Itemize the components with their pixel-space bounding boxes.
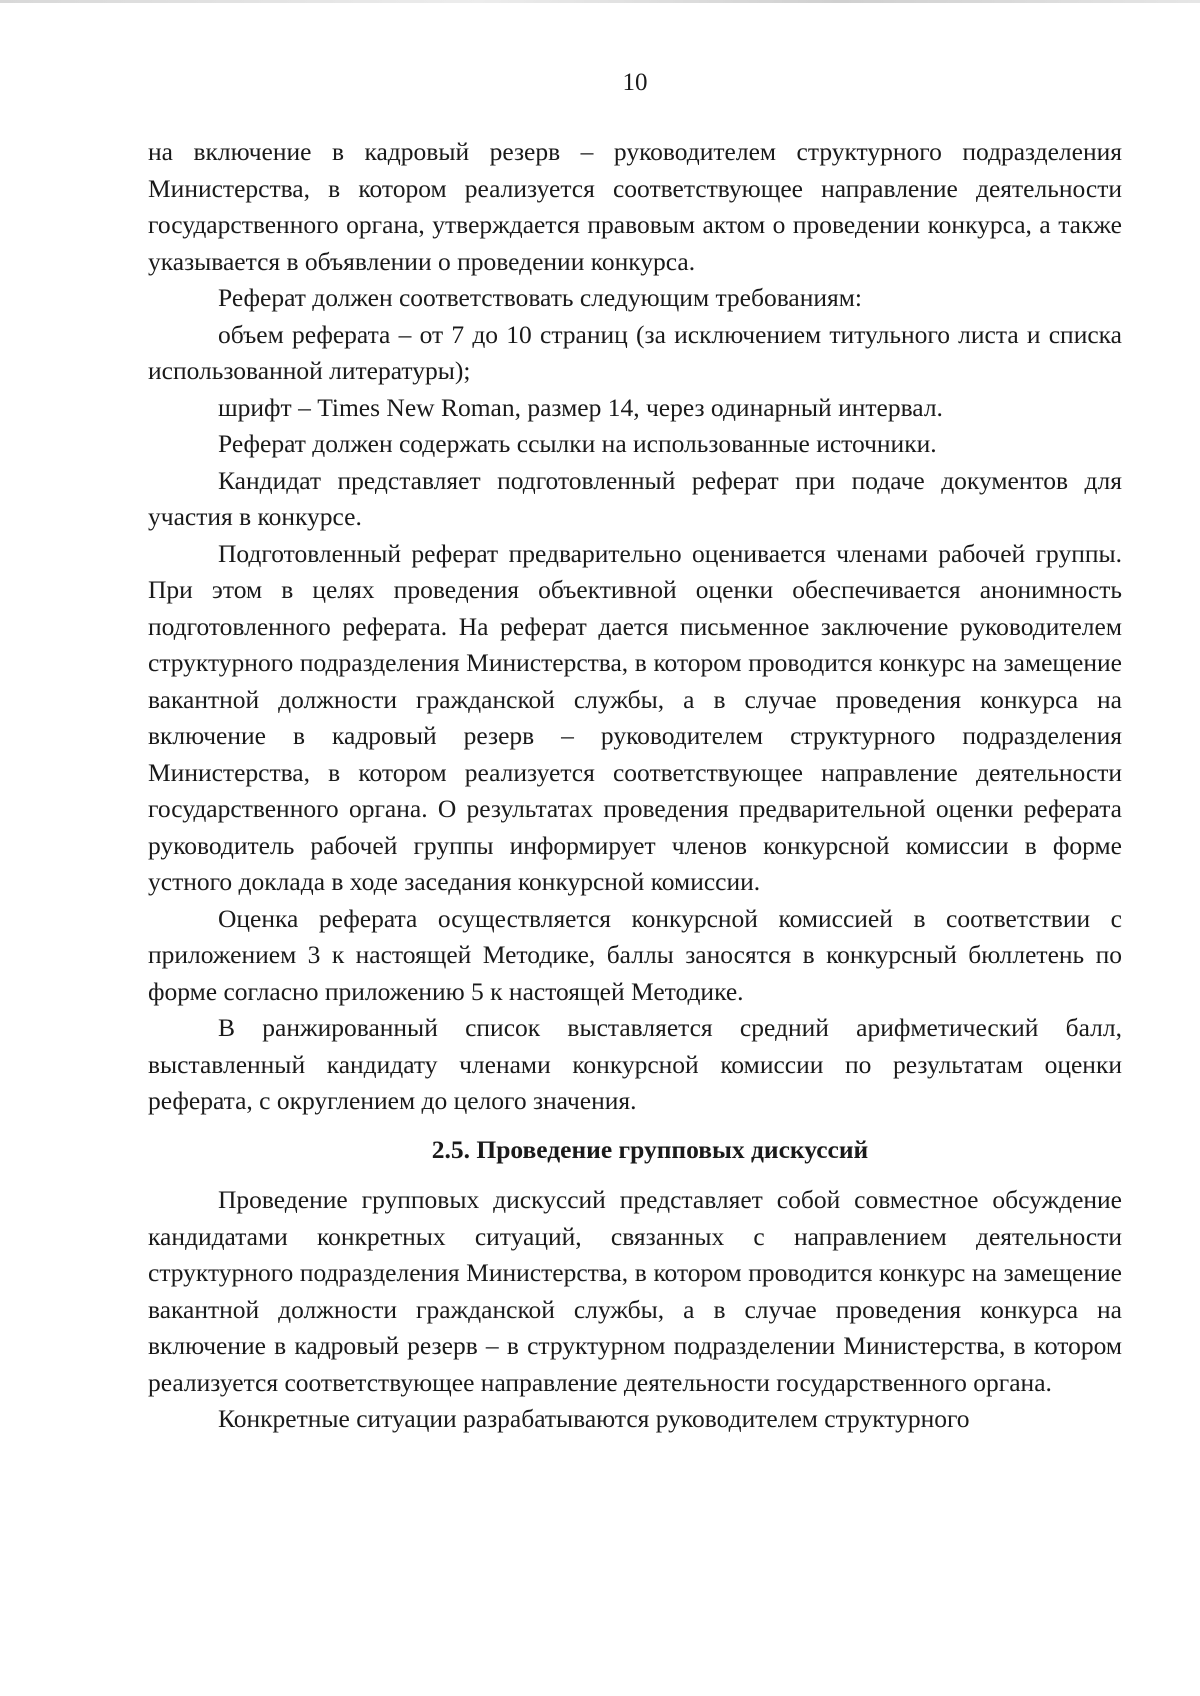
page-number: 10 xyxy=(622,69,648,96)
paragraph-references: Реферат должен содержать ссылки на использованные источники. xyxy=(218,429,937,458)
paragraph-continuation: на включение в кадровый резерв – руководителем структурного подразделения Министерства, в котором реализуется соответствующее направление деятельности государственного органа, утверждается правовым актом о проведении конкурса, а также указывается в объявлении о проведении конкурса. xyxy=(148,137,1122,276)
paragraph-requirements-intro: Реферат должен соответствовать следующим требованиям: xyxy=(218,283,862,312)
paragraph-font: шрифт – Times New Roman, размер 14, через одинарный интервал. xyxy=(218,392,943,422)
section-heading: 2.5. Проведение групповых дискуссий xyxy=(431,1134,869,1164)
paragraph-preliminary-evaluation: Подготовленный реферат предварительно оценивается членами рабочей группы. При этом в целях проведения объективной оценки обеспечивается анонимность подготовленного реферата. На реферат дается письменное заключение руководителем структурного подразделения Министерства, в котором проводится конкурс на замещение вакантной должности гражданской службы, а в случае проведения конкурса на включение в кадровый резерв – руководителем структурного подразделения Министерства, в котором реализуется соответствующее направление деятельности государственного органа. О результатах проведения предварительной оценки реферата руководитель рабочей группы информирует членов конкурсной комиссии в форме устного доклада в ходе заседания конкурсной комиссии. xyxy=(148,538,1122,896)
paragraph-volume: объем реферата – от 7 до 10 страниц (за исключением титульного листа и списка использованной литературы); xyxy=(148,319,1122,385)
document-body xyxy=(148,134,1122,1438)
paragraph-submission: Кандидат представляет подготовленный реферат при подаче документов для участия в конкурсе. xyxy=(148,465,1122,531)
scan-top-edge xyxy=(0,0,1200,3)
paragraph-situations: Конкретные ситуации разрабатываются руководителем структурного xyxy=(218,1404,970,1433)
paragraph-ranking: В ранжированный список выставляется средний арифметический балл, выставленный кандидату членами конкурсной комиссии по результатам оценки реферата, с округлением до целого значения. xyxy=(148,1013,1122,1115)
paragraph-group-discussions: Проведение групповых дискуссий представляет собой совместное обсуждение кандидатами конкретных ситуаций, связанных с направлением деятельности структурного подразделения Министерства, в котором проводится конкурс на замещение вакантной должности гражданской службы, а в случае проведения конкурса на включение в кадровый резерв – в структурном подразделении Министерства, в котором реализуется соответствующее направление деятельности государственного органа. xyxy=(148,1185,1122,1397)
paragraph-commission-evaluation: Оценка реферата осуществляется конкурсной комиссией в соответствии с приложением 3 к настоящей Методике, баллы заносятся в конкурсный бюллетень по форме согласно приложению 5 к настоящей Методике. xyxy=(148,903,1122,1006)
